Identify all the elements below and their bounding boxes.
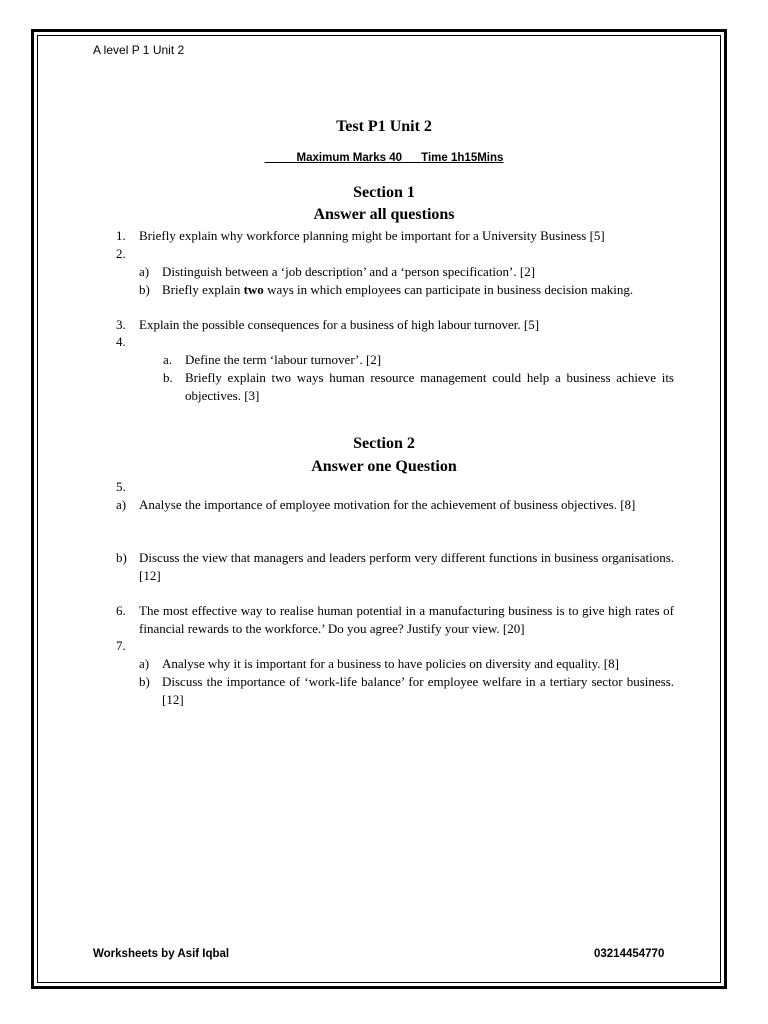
q2b-text-pre: Briefly explain	[162, 282, 244, 297]
q2b-label: b)	[139, 282, 150, 297]
q7b-text: Discuss the importance of ‘work-life balance’ for employee welfare in a tertiary sector business. [12]	[162, 674, 674, 707]
q4a-label: a.	[163, 352, 173, 367]
marks-gap	[402, 152, 421, 164]
max-marks: Maximum Marks 40	[296, 152, 402, 164]
q7a-label: a)	[139, 656, 150, 671]
q2b-text	[162, 281, 674, 299]
q2a-text: Distinguish between a ‘job description’ and a ‘person specification’. [2]	[162, 264, 536, 279]
q2b-text-bold: two	[243, 282, 264, 297]
header-text: A level P 1 Unit 2	[93, 43, 185, 57]
time-allowed: Time 1h15Mins	[421, 152, 504, 164]
marks-underline-lead	[265, 152, 297, 164]
q4-number: 4.	[116, 334, 126, 349]
q5-number: 5.	[116, 479, 126, 494]
q7-number: 7.	[116, 638, 126, 653]
section1-heading: Section 1	[353, 184, 415, 201]
q1-text: Briefly explain why workforce planning might be important for a University Business [5]	[139, 228, 605, 243]
q2-number: 2.	[116, 246, 126, 261]
q5a-label: a)	[116, 497, 127, 512]
q3-number: 3.	[116, 317, 126, 332]
section2-heading: Section 2	[353, 435, 415, 452]
section2-subheading: Answer one Question	[311, 458, 457, 475]
footer-phone: 03214454770	[594, 948, 665, 960]
page-title: Test P1 Unit 2	[336, 118, 432, 135]
q4b-text: Briefly explain two ways human resource management could help a business achieve its objectives. [3]	[185, 370, 674, 403]
q1-number: 1.	[116, 228, 126, 243]
footer-author: Worksheets by Asif Iqbal	[93, 948, 230, 960]
q5b-text: Discuss the view that managers and leaders perform very different functions in business organisations. [12]	[139, 550, 674, 583]
q7b-label: b)	[139, 674, 150, 689]
section1-subheading: Answer all questions	[313, 206, 455, 223]
marks-time-line	[0, 152, 768, 164]
q5a-text: Analyse the importance of employee motivation for the achievement of business objectives. [8]	[139, 497, 636, 512]
q7a-text: Analyse why it is important for a business to have policies on diversity and equality. [8]	[162, 656, 619, 671]
q5b-label: b)	[116, 550, 127, 565]
q6-number: 6.	[116, 603, 126, 618]
q4a-text: Define the term ‘labour turnover’. [2]	[185, 352, 382, 367]
q2a-label: a)	[139, 264, 150, 279]
q6-text: The most effective way to realise human potential in a manufacturing business is to give high rates of financial rewards to the workforce.’ Do you agree? Justify your view. [20]	[139, 603, 674, 636]
q3-text: Explain the possible consequences for a business of high labour turnover. [5]	[139, 317, 540, 332]
q4b-label: b.	[163, 370, 173, 385]
q2b-text-post: ways in which employees can participate in business decision making.	[263, 282, 634, 297]
